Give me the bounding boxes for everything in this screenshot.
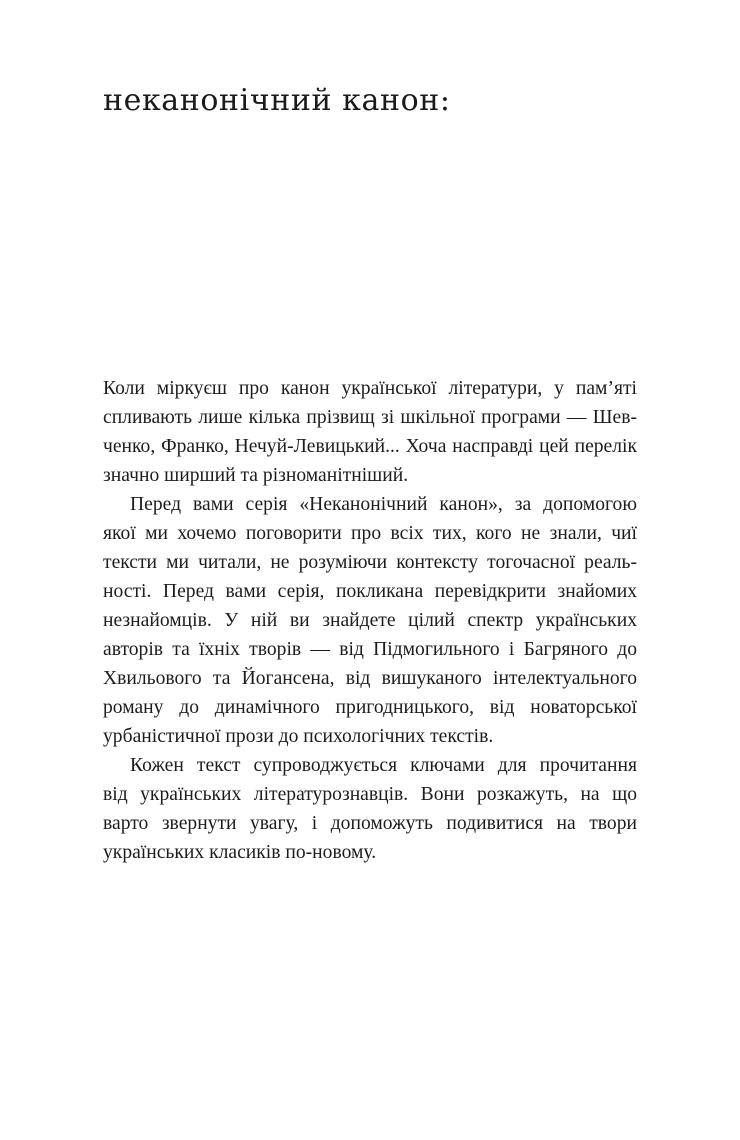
text-line: спливають лише кілька прізвищ зі шкільної програми — Шев-	[103, 407, 637, 428]
text-line: варто звернути увагу, і допоможуть подивитися на твори	[103, 813, 637, 834]
text-line: українських класиків по-новому.	[103, 842, 377, 863]
paragraph-1	[103, 374, 637, 490]
text-line: від українських літературознавців. Вони розкажуть, на що	[103, 784, 637, 805]
text-line: незнайомців. У ній ви знайдете цілий спектр українських	[103, 610, 637, 631]
text-line: тексти ми читали, не розуміючи контексту тогочасної реаль-	[103, 552, 637, 573]
text-line: Хвильового та Йогансена, від вишуканого інтелектуального	[103, 668, 637, 689]
text-line: якої ми хочемо поговорити про всіх тих, кого не знали, чиї	[103, 523, 637, 544]
text-line: ності. Перед вами серія, покликана перевідкрити знайомих	[103, 581, 637, 602]
text-line: ченко, Франко, Нечуй-Левицький... Хоча насправді цей перелік	[103, 436, 637, 457]
text-line: авторів та їхніх творів — від Підмогильного і Багряного до	[103, 639, 637, 660]
text-line: Коли міркуєш про канон української літератури, у пам’яті	[103, 378, 637, 399]
text-line: роману до динамічного пригодницького, від новаторської	[103, 697, 637, 718]
page-title: неканонічний канон:	[103, 83, 451, 118]
paragraph-2	[103, 490, 637, 751]
text-line: Кожен текст супроводжується ключами для прочитання	[130, 755, 637, 776]
text-line: Перед вами серія «Неканонічний канон», за допомогою	[130, 494, 637, 515]
paragraph-3	[103, 751, 637, 867]
text-line: урбаністичної прози до психологічних текстів.	[103, 726, 494, 747]
body-text	[103, 374, 637, 867]
text-line: значно ширший та різноманітніший.	[103, 465, 409, 486]
